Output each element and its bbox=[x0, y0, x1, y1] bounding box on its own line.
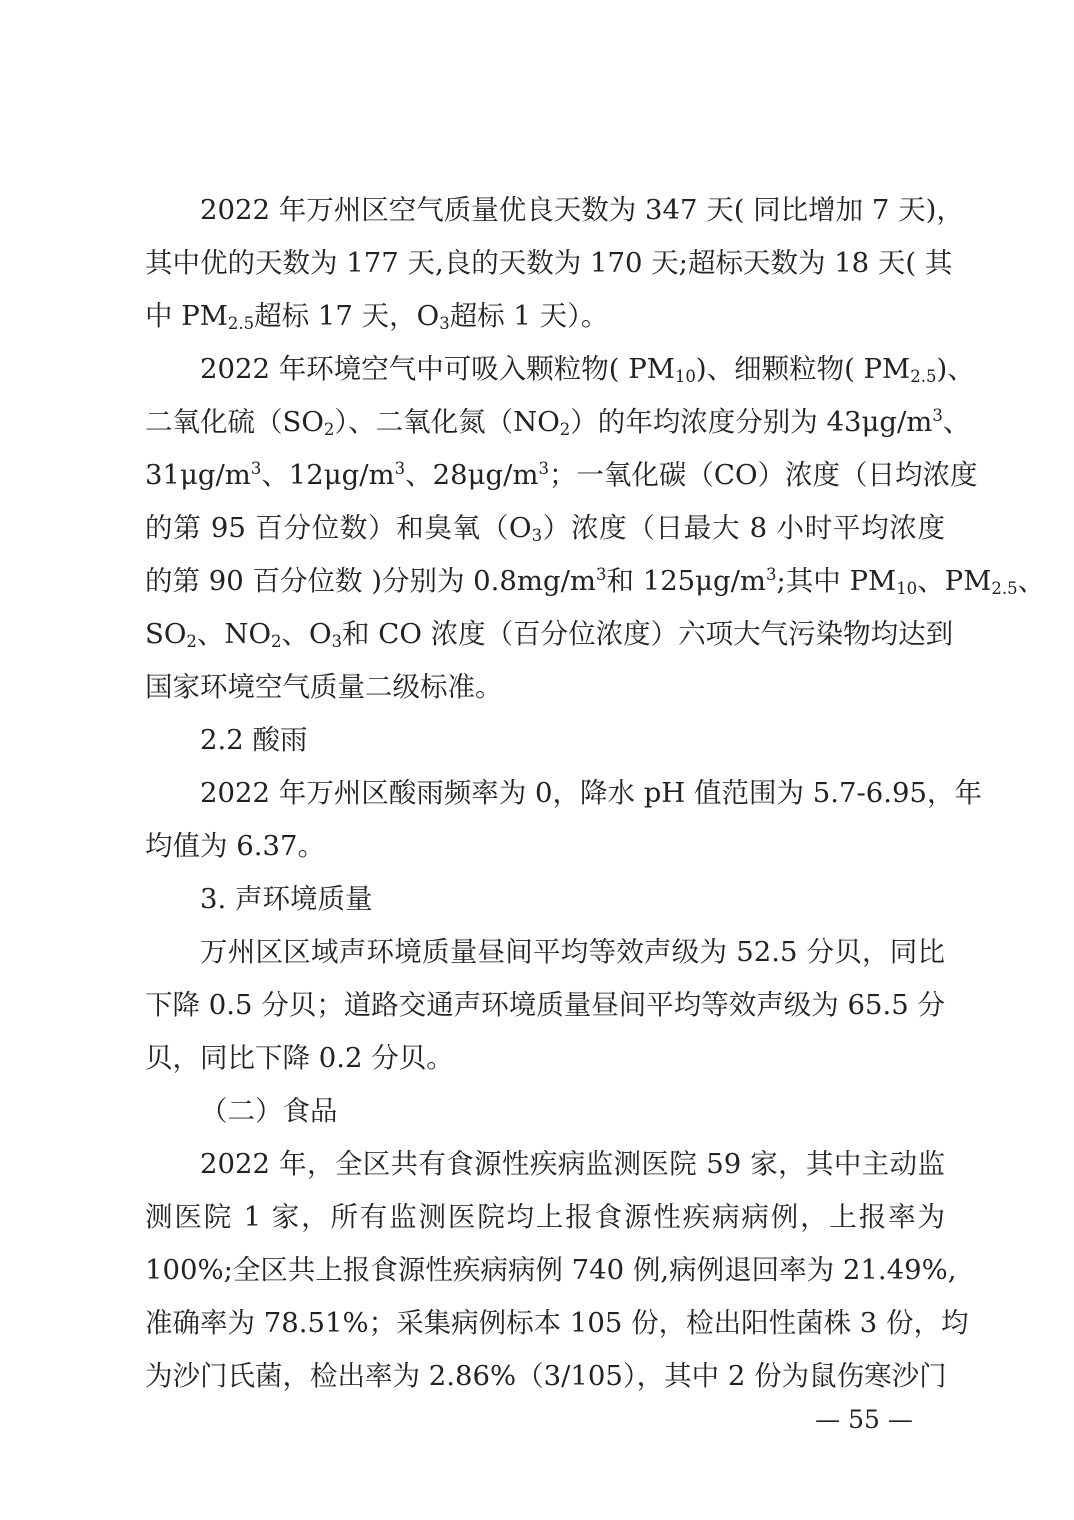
text-segment: ；一氧化碳（CO）浓度（日均浓度 bbox=[548, 459, 978, 491]
text-line bbox=[200, 349, 975, 389]
text-segment: 二氧化硫（SO bbox=[145, 406, 324, 438]
subscript: 10 bbox=[674, 367, 696, 387]
text-segment: SO bbox=[145, 618, 187, 650]
text-segment: 的第 90 百分位数 )分别为 0.8mg/m bbox=[145, 565, 596, 597]
text-segment: ）浓度（日最大 8 小时平均浓度 bbox=[542, 512, 945, 544]
subscript: 2 bbox=[323, 420, 335, 440]
subscript: 3 bbox=[331, 632, 343, 652]
text-segment: 、NO bbox=[196, 618, 271, 650]
text-line bbox=[145, 455, 978, 495]
text-segment: 、O bbox=[281, 618, 332, 650]
subscript: 2 bbox=[186, 632, 197, 652]
text-segment: 的第 95 百分位数）和臭氧（O bbox=[145, 512, 532, 544]
text-segment: （二）食品 bbox=[200, 1095, 338, 1127]
superscript: 3 bbox=[932, 406, 943, 426]
text-segment: 2022 年万州区空气质量优良天数为 347 天( 同比增加 7 天)， bbox=[200, 194, 964, 226]
text-segment: 、PM bbox=[917, 565, 992, 597]
text-line bbox=[145, 1356, 945, 1396]
text-segment: 、 bbox=[1017, 565, 1046, 597]
text-segment: 和 CO 浓度（百分位浓度）六项大气污染物均达到 bbox=[342, 618, 954, 650]
text-segment: 100%;全区共上报食源性疾病病例 740 例,病例退回率为 21.49%, bbox=[145, 1254, 957, 1286]
text-segment: 万州区区域声环境质量昼间平均等效声级为 52.5 分贝，同比 bbox=[200, 936, 945, 968]
superscript: 3 bbox=[766, 565, 777, 585]
superscript: 3 bbox=[250, 459, 262, 479]
section-heading bbox=[200, 879, 945, 919]
text-segment: 测医院 1 家，所有监测医院均上报食源性疾病病例，上报率为 bbox=[145, 1201, 945, 1233]
text-line bbox=[200, 773, 983, 813]
text-segment: 2.2 酸雨 bbox=[200, 724, 308, 756]
text-line bbox=[200, 190, 964, 230]
text-segment: )、细颗粒物( PM bbox=[695, 353, 911, 385]
subscript: 2 bbox=[271, 632, 282, 652]
text-segment: 贝，同比下降 0.2 分贝。 bbox=[145, 1042, 454, 1074]
text-line bbox=[145, 561, 1046, 601]
text-segment: 均值为 6.37。 bbox=[145, 830, 325, 862]
text-segment: 和 125μg/m bbox=[606, 565, 767, 597]
subscript: 3 bbox=[531, 526, 543, 546]
text-segment: 2022 年环境空气中可吸入颗粒物( PM bbox=[200, 353, 675, 385]
text-line bbox=[145, 1197, 945, 1237]
text-segment: ）的年均浓度分别为 43μg/m bbox=[570, 406, 933, 438]
subscript: 2 bbox=[559, 420, 571, 440]
superscript: 3 bbox=[538, 459, 549, 479]
text-segment: 、 bbox=[942, 406, 971, 438]
text-segment: )、 bbox=[936, 353, 975, 385]
text-line bbox=[200, 932, 945, 972]
subscript: 2.5 bbox=[910, 367, 937, 387]
text-segment: 中 PM bbox=[145, 300, 228, 332]
text-segment: 超标 17 天，O bbox=[254, 300, 440, 332]
text-line bbox=[145, 1038, 945, 1078]
text-segment: 3. 声环境质量 bbox=[200, 883, 373, 915]
subscript: 2.5 bbox=[227, 314, 255, 334]
section-heading bbox=[200, 1091, 945, 1131]
page-number: — 55 — bbox=[815, 1405, 913, 1434]
text-line bbox=[145, 402, 971, 442]
text-segment: 其中优的天数为 177 天,良的天数为 170 天;超标天数为 18 天( 其 bbox=[145, 247, 953, 279]
subscript: 3 bbox=[439, 314, 450, 334]
subscript: 2.5 bbox=[991, 579, 1018, 599]
text-line bbox=[145, 243, 953, 283]
section-heading bbox=[200, 720, 945, 760]
text-segment: 2022 年万州区酸雨频率为 0，降水 pH 值范围为 5.7-6.95，年 bbox=[200, 777, 983, 809]
text-segment: 准确率为 78.51%；采集病例标本 105 份，检出阳性菌株 3 份，均 bbox=[145, 1307, 969, 1339]
text-line bbox=[145, 1303, 969, 1343]
text-line bbox=[145, 508, 945, 548]
text-segment: ;其中 PM bbox=[776, 565, 897, 597]
text-segment: 超标 1 天）。 bbox=[449, 300, 609, 332]
text-segment: 、28μg/m bbox=[405, 459, 539, 491]
text-segment: 下降 0.5 分贝；道路交通声环境质量昼间平均等效声级为 65.5 分 bbox=[145, 989, 945, 1021]
superscript: 3 bbox=[394, 459, 406, 479]
text-segment: 国家环境空气质量二级标准。 bbox=[145, 671, 503, 703]
text-segment: 为沙门氏菌，检出率为 2.86%（3/105），其中 2 份为鼠伤寒沙门 bbox=[145, 1360, 947, 1392]
text-segment: 、12μg/m bbox=[261, 459, 395, 491]
text-line bbox=[145, 667, 945, 707]
text-line bbox=[145, 614, 954, 654]
text-segment: 2022 年，全区共有食源性疾病监测医院 59 家，其中主动监 bbox=[200, 1148, 945, 1180]
text-line bbox=[145, 296, 945, 336]
text-line bbox=[145, 985, 945, 1025]
text-segment: 31μg/m bbox=[145, 459, 251, 491]
text-line bbox=[145, 826, 945, 866]
text-line bbox=[200, 1144, 945, 1184]
text-segment: ）、二氧化氮（NO bbox=[334, 406, 560, 438]
superscript: 3 bbox=[595, 565, 607, 585]
subscript: 10 bbox=[896, 579, 918, 599]
text-line bbox=[145, 1250, 957, 1290]
